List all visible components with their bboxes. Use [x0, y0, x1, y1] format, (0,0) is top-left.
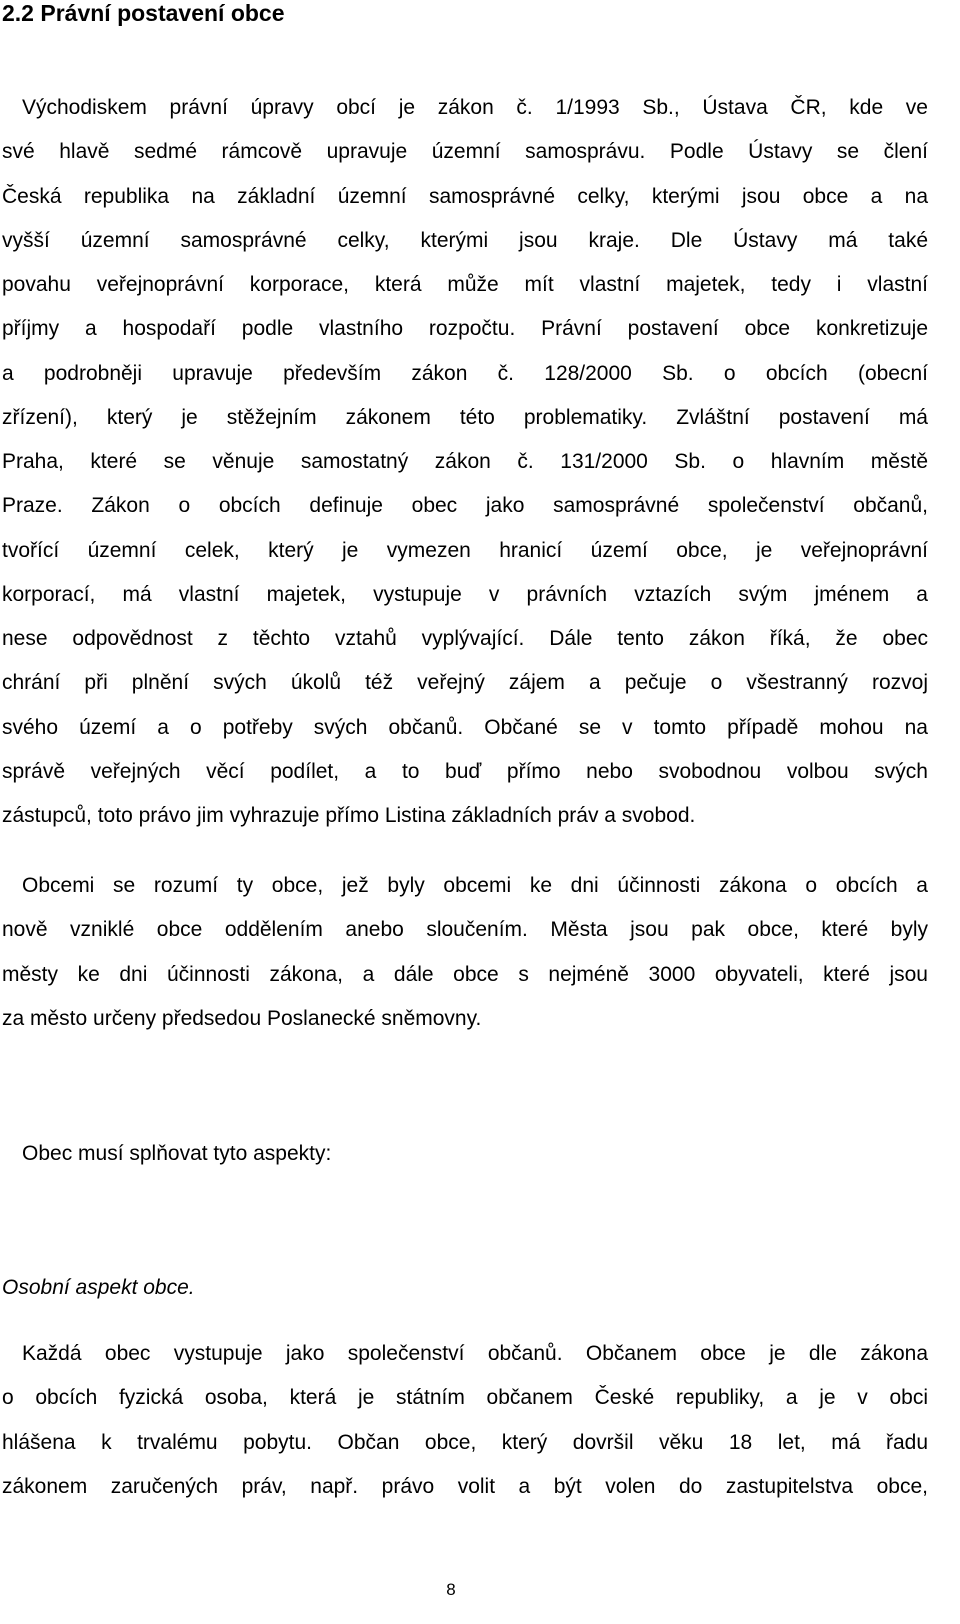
text-line: Osobní aspekt obce. — [2, 1276, 195, 1299]
text-line: zřízení), který je stěžejním zákonem této problematiky. Zvláštní postavení má — [2, 405, 928, 429]
text-line: nese odpovědnost z těchto vztahů vyplývající. Dále tento zákon říká, že obec — [2, 627, 928, 650]
text-line: o obcích fyzická osoba, která je státním občanem České republiky, a je v obci — [2, 1386, 928, 1410]
text-line: zákonem zaručených práv, např. právo volit a být volen do zastupitelstva obce, — [2, 1474, 928, 1498]
paragraph-municipalities-and-towns — [2, 864, 928, 1042]
text-line: hlášena k trvalému pobytu. Občan obce, který dovršil věku 18 let, má řadu — [2, 1430, 928, 1454]
text-line: a podrobněji upravuje především zákon č. 128/2000 Sb. o obcích (obecní — [2, 361, 928, 385]
paragraph-aspects-intro — [2, 1134, 928, 1174]
text-line: Praze. Zákon o obcích definuje obec jako samosprávné společenství občanů, — [2, 494, 928, 518]
text-line: zástupců, toto právo jim vyhrazuje přímo Listina základních práv a svobod. — [2, 804, 696, 827]
page-number: 8 — [446, 1580, 456, 1599]
text-line: Praha, které se věnuje samostatný zákon č. 131/2000 Sb. o hlavním městě — [2, 450, 928, 473]
paragraph-legal-basis — [2, 86, 928, 838]
paragraph-citizens — [2, 1332, 928, 1509]
section-heading: 2.2 Právní postavení obce — [2, 0, 285, 26]
text-line: Česká republika na základní územní samosprávné celky, kterými jsou obce a na — [2, 184, 928, 208]
text-line: chrání při plnění svých úkolů též veřejný zájem a pečuje o všestranný rozvoj — [2, 671, 928, 695]
text-line: tvořící územní celek, který je vymezen hranicí území obce, je veřejnoprávní — [2, 538, 928, 562]
subheading-personal-aspect — [2, 1268, 928, 1308]
text-line: své hlavě sedmé rámcově upravuje územní samosprávu. Podle Ústavy se člení — [2, 140, 928, 164]
text-line: vyšší územní samosprávné celky, kterými jsou kraje. Dle Ústavy má také — [2, 228, 928, 252]
text-line: příjmy a hospodaří podle vlastního rozpočtu. Právní postavení obce konkretizuje — [2, 317, 928, 341]
text-line: korporací, má vlastní majetek, vystupuje v právních vztazích svým jménem a — [2, 582, 928, 606]
text-line: správě veřejných věcí podílet, a to buď přímo nebo svobodnou volbou svých — [2, 759, 928, 783]
text-line: Obec musí splňovat tyto aspekty: — [22, 1142, 332, 1165]
text-line: Každá obec vystupuje jako společenství občanů. Občanem obce je dle zákona — [22, 1342, 928, 1365]
text-line: svého území a o potřeby svých občanů. Občané se v tomto případě mohou na — [2, 715, 928, 739]
text-line: nově vzniklé obce oddělením anebo sloučením. Města jsou pak obce, které byly — [2, 918, 928, 942]
text-line: povahu veřejnoprávní korporace, která může mít vlastní majetek, tedy i vlastní — [2, 273, 928, 296]
text-line: Obcemi se rozumí ty obce, jež byly obcemi ke dni účinnosti zákona o obcích a — [22, 874, 928, 897]
text-line: Východiskem právní úpravy obcí je zákon č. 1/1993 Sb., Ústava ČR, kde ve — [22, 96, 928, 119]
text-line: městy ke dni účinnosti zákona, a dále obce s nejméně 3000 obyvateli, které jsou — [2, 962, 928, 986]
text-line: za město určeny předsedou Poslanecké sněmovny. — [2, 1007, 482, 1031]
